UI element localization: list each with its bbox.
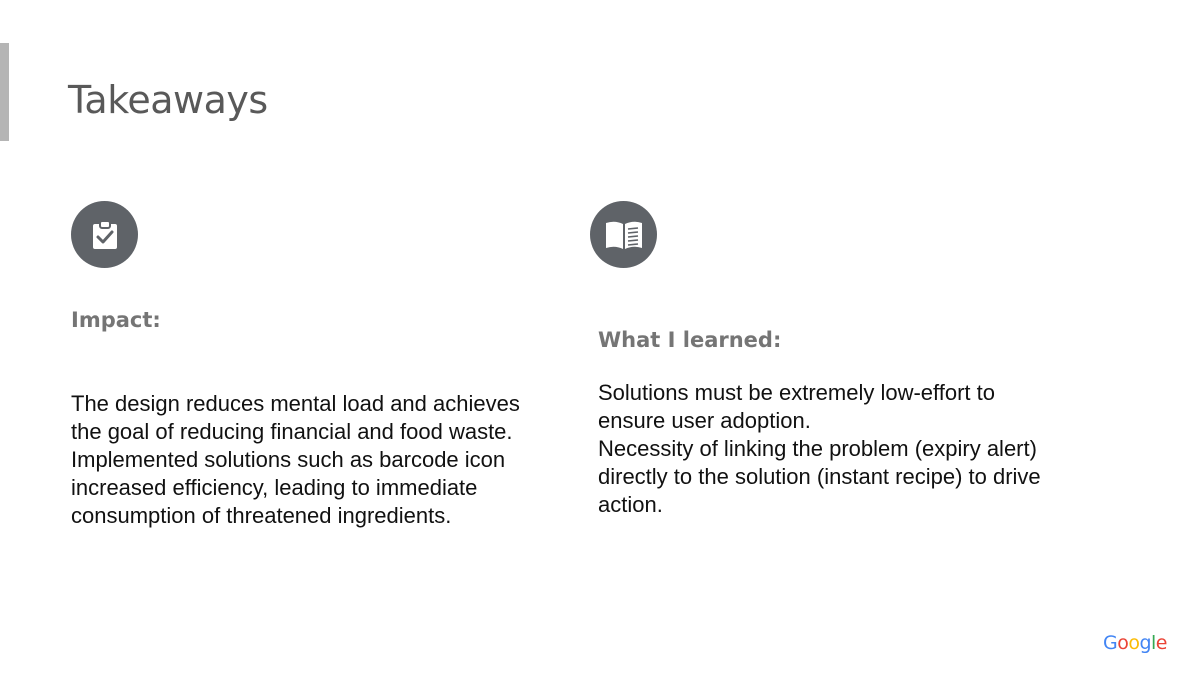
learned-body-text: Solutions must be extremely low-effort to ensure user adoption. Necessity of linking the problem (expiry alert) directly to the solution (instant recipe) to drive action. (598, 380, 1041, 517)
logo-letter: g (1139, 632, 1152, 654)
clipboard-check-icon (71, 201, 138, 268)
logo-letter: G (1102, 632, 1118, 654)
impact-heading: Impact: (71, 308, 161, 332)
title-accent-bar (0, 43, 9, 141)
impact-body-text: The design reduces mental load and achieves the goal of reducing financial and food waste. Implemented solutions such as barcode icon increased efficiency, leading to immediate consumption of threatened ingredients. (71, 391, 520, 528)
logo-letter: o (1117, 632, 1129, 654)
logo-letter: e (1155, 632, 1167, 654)
logo-letter: l (1151, 632, 1156, 654)
logo-letter: o (1128, 632, 1140, 654)
learned-heading: What I learned: (598, 328, 782, 352)
google-logo (1103, 632, 1167, 654)
book-icon (590, 201, 657, 268)
slide-title: Takeaways (68, 78, 268, 122)
